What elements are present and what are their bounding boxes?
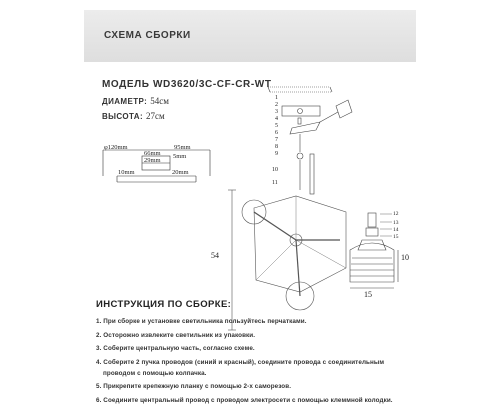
part-15: 15 bbox=[393, 234, 399, 240]
dim-66: 66mm bbox=[144, 150, 161, 157]
spec-diameter-value: 54см bbox=[150, 96, 169, 106]
dim-outer-d: φ120mm bbox=[104, 144, 128, 151]
part-1: 1 bbox=[275, 95, 278, 101]
part-7: 7 bbox=[275, 137, 278, 143]
exploded-parts-drawing bbox=[268, 87, 352, 194]
instruction-step: 4. Соберите 2 пучка проводов (синий и красный), соедините провода с соединительным bbox=[96, 359, 385, 367]
instruction-step: 3. Соберите центральную часть, согласно схеме. bbox=[96, 345, 255, 353]
dim-20: 20mm bbox=[172, 169, 189, 176]
instruction-step: 2. Осторожно извлеките светильник из упаковки. bbox=[96, 331, 256, 339]
part-6: 6 bbox=[275, 130, 278, 136]
page-title: СХЕМА СБОРКИ bbox=[104, 30, 191, 41]
shade-drawing bbox=[350, 213, 398, 288]
dim-10: 10mm bbox=[118, 169, 135, 176]
part-4: 4 bbox=[275, 116, 278, 122]
model-label: МОДЕЛЬ WD3620/3C-CF-CR-WT bbox=[102, 79, 272, 90]
dim-5: 5mm bbox=[173, 153, 187, 160]
dim-height-54: 54 bbox=[211, 251, 219, 260]
part-9: 9 bbox=[275, 151, 278, 157]
spec-height-value: 27см bbox=[146, 111, 165, 121]
dim-29: 29mm bbox=[144, 157, 161, 164]
spec-height-label: ВЫСОТА: bbox=[102, 112, 144, 121]
instructions-title: ИНСТРУКЦИЯ ПО СБОРКЕ: bbox=[96, 299, 232, 310]
fixture-drawing bbox=[228, 190, 346, 330]
dim-shade-10: 10 bbox=[401, 253, 409, 262]
instructions-list bbox=[96, 318, 393, 411]
part-3: 3 bbox=[275, 109, 278, 115]
part-2: 2 bbox=[275, 102, 278, 108]
dim-shade-15: 15 bbox=[364, 290, 372, 299]
dim-95: 95mm bbox=[174, 144, 191, 151]
instruction-step: 6. Соедините центральный провод с проводом электросети с помощью клеммной колодки. bbox=[96, 396, 393, 404]
part-13: 13 bbox=[393, 220, 399, 226]
instruction-step-continuation: проводом с помощью колпачка. bbox=[103, 369, 207, 377]
part-12: 12 bbox=[393, 211, 399, 217]
part-10: 10 bbox=[272, 167, 278, 173]
instruction-step: 1. При сборке и установке светильника пользуйтесь перчатками. bbox=[96, 318, 307, 325]
part-11: 11 bbox=[272, 180, 278, 186]
part-14: 14 bbox=[393, 227, 399, 233]
part-5: 5 bbox=[275, 123, 278, 129]
spec-diameter-label: ДИАМЕТР: bbox=[102, 97, 148, 106]
instruction-step: 5. Прикрепите крепежную планку с помощью 2-х саморезов. bbox=[96, 383, 292, 391]
part-8: 8 bbox=[275, 144, 278, 150]
